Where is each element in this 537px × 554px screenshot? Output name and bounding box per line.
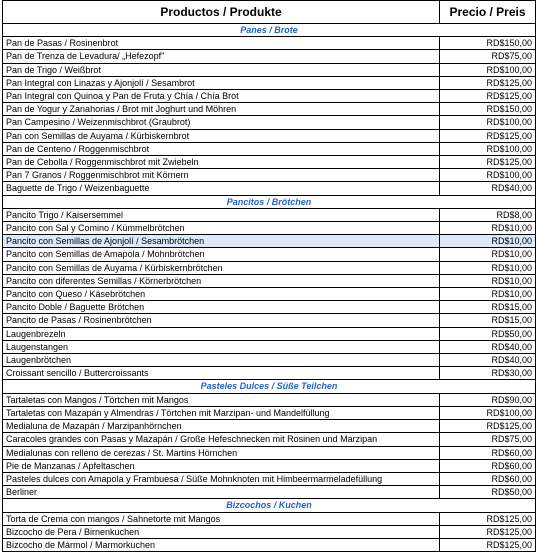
product-name: Medialuna de Mazapán / Marzipanhörnchen: [3, 420, 440, 433]
section-header: [3, 380, 536, 393]
product-price: RD$10,00: [440, 274, 536, 287]
section-header: [3, 24, 536, 37]
product-price: RD$40,00: [440, 182, 536, 195]
product-name: Pan de Yogur y Zanahorias / Brot mit Joghurt und Möhren: [3, 103, 440, 116]
product-name: Pancito Doble / Baguette Brötchen: [3, 301, 440, 314]
product-name: Pancito Trigo / Kaisersemmel: [3, 208, 440, 221]
product-price: RD$100,00: [440, 406, 536, 419]
product-name: Bizcocho de Pera / Birnenkuchen: [3, 525, 440, 538]
table-row: [3, 327, 536, 340]
product-name: Bizcocho de Mármol / Marmorkuchen: [3, 538, 440, 551]
table-row: [3, 472, 536, 485]
section-title: Pancitos / Brötchen: [3, 195, 536, 208]
table-row: [3, 90, 536, 103]
product-name: Medialunas con relleno de cerezas / St. Martins Hörnchen: [3, 446, 440, 459]
section-title: Panes / Brote: [3, 24, 536, 37]
product-price: RD$10,00: [440, 248, 536, 261]
product-name: Pasteles dulces con Amapola y Frambuesa / Süße Mohnknoten mit Himbeermarmeladefüllung: [3, 472, 440, 485]
product-price: RD$100,00: [440, 116, 536, 129]
product-name: Pan 7 Granos / Roggenmischbrot mit Körnern: [3, 169, 440, 182]
table-row: [3, 340, 536, 353]
product-name: Laugenbrezeln: [3, 327, 440, 340]
table-row: [3, 406, 536, 419]
product-name: Caracoles grandes con Pasas y Mazapán / Große Hefeschnecken mit Rosinen und Marzipan: [3, 433, 440, 446]
table-row: [3, 393, 536, 406]
table-row: [3, 208, 536, 221]
table-row: [3, 433, 536, 446]
product-name: Pan de Cebolla / Roggenmischbrot mit Zwiebeln: [3, 156, 440, 169]
product-price: RD$125,00: [440, 420, 536, 433]
table-row: [3, 486, 536, 499]
section-title: Pasteles Dulces / Süße Teilchen: [3, 380, 536, 393]
table-row: [3, 525, 536, 538]
table-row: [3, 367, 536, 380]
product-name: Laugenbrötchen: [3, 354, 440, 367]
product-name: Pan con Semillas de Auyama / Kürbiskernbrot: [3, 129, 440, 142]
product-name: Pancito con Semillas de Ajonjolí / Sesambrötchen: [3, 235, 440, 248]
product-price: RD$15,00: [440, 301, 536, 314]
product-name: Croissant sencillo / Buttercroissants: [3, 367, 440, 380]
product-price: RD$150,00: [440, 37, 536, 50]
table-row: [3, 354, 536, 367]
product-price: RD$125,00: [440, 156, 536, 169]
product-price: RD$10,00: [440, 235, 536, 248]
product-name: Pan de Pasas / Rosinenbrot: [3, 37, 440, 50]
table-row: [3, 116, 536, 129]
product-price: RD$15,00: [440, 314, 536, 327]
product-price: RD$125,00: [440, 76, 536, 89]
table-row: [3, 446, 536, 459]
product-price: RD$75,00: [440, 50, 536, 63]
product-name: Pan Integral con Quinoa y Pan de Fruta y Chía / Chía Brot: [3, 90, 440, 103]
section-header: [3, 499, 536, 512]
table-row: [3, 538, 536, 551]
table-row: [3, 301, 536, 314]
product-price: RD$90,00: [440, 393, 536, 406]
product-name: Pie de Manzanas / Apfeltaschen: [3, 459, 440, 472]
product-price: RD$100,00: [440, 142, 536, 155]
table-row: [3, 63, 536, 76]
product-price: RD$125,00: [440, 90, 536, 103]
price-list-table: [2, 0, 536, 552]
table-row: [3, 248, 536, 261]
product-name: Pan Campesino / Weizenmischbrot (Graubrot): [3, 116, 440, 129]
product-name: Berliner: [3, 486, 440, 499]
product-price: RD$40,00: [440, 340, 536, 353]
product-price: RD$100,00: [440, 63, 536, 76]
product-name: Laugenstangen: [3, 340, 440, 353]
table-row: [3, 129, 536, 142]
table-row: [3, 512, 536, 525]
header-row: [3, 1, 536, 24]
table-row: [3, 182, 536, 195]
product-name: Pan de Trenza de Levadura/ „Hefezopf": [3, 50, 440, 63]
product-name: Tartaletas con Mangos / Törtchen mit Mangos: [3, 393, 440, 406]
product-price: RD$125,00: [440, 129, 536, 142]
product-name: Pancito con diferentes Semillas / Körnerbrötchen: [3, 274, 440, 287]
header-product: Productos / Produkte: [3, 1, 440, 24]
product-price: RD$60,00: [440, 472, 536, 485]
product-price: RD$60,00: [440, 459, 536, 472]
product-name: Pancito de Pasas / Rosinenbrötchen: [3, 314, 440, 327]
table-row: [3, 37, 536, 50]
product-price: RD$125,00: [440, 538, 536, 551]
table-row: [3, 274, 536, 287]
product-name: Pan de Centeno / Roggenmischbrot: [3, 142, 440, 155]
product-price: RD$150,00: [440, 103, 536, 116]
table-row: [3, 314, 536, 327]
table-row: [3, 420, 536, 433]
table-row: [3, 156, 536, 169]
table-row: [3, 103, 536, 116]
product-price: RD$75,00: [440, 433, 536, 446]
product-name: Pancito con Semillas de Auyama / Kürbiskernbrötchen: [3, 261, 440, 274]
product-price: RD$30,00: [440, 367, 536, 380]
product-price: RD$60,00: [440, 446, 536, 459]
product-name: Pancito con Queso / Käsebrötchen: [3, 288, 440, 301]
product-price: RD$50,00: [440, 486, 536, 499]
table-row: [3, 76, 536, 89]
product-price: RD$100,00: [440, 169, 536, 182]
table-row: [3, 142, 536, 155]
table-row: [3, 459, 536, 472]
product-name: Baguette de Trigo / Weizenbaguette: [3, 182, 440, 195]
product-name: Pan de Trigo / Weißbrot: [3, 63, 440, 76]
table-row: [3, 235, 536, 248]
product-price: RD$10,00: [440, 261, 536, 274]
product-price: RD$8,00: [440, 208, 536, 221]
section-header: [3, 195, 536, 208]
product-price: RD$125,00: [440, 512, 536, 525]
product-name: Pancito con Sal y Comino / Kümmelbrötchen: [3, 222, 440, 235]
product-name: Pancito con Semillas de Amapola / Mohnbrötchen: [3, 248, 440, 261]
header-price: Precio / Preis: [440, 1, 536, 24]
table-row: [3, 169, 536, 182]
table-row: [3, 288, 536, 301]
section-title: Bizcochos / Kuchen: [3, 499, 536, 512]
product-price: RD$40,00: [440, 354, 536, 367]
product-name: Pan Integral con Linazas y Ajonjolí / Sesambrot: [3, 76, 440, 89]
table-row: [3, 261, 536, 274]
product-price: RD$10,00: [440, 222, 536, 235]
product-price: RD$50,00: [440, 327, 536, 340]
product-price: RD$125,00: [440, 525, 536, 538]
table-row: [3, 50, 536, 63]
product-name: Tartaletas con Mazapán y Almendras / Törtchen mit Marzipan- und Mandelfüllung: [3, 406, 440, 419]
product-price: RD$10,00: [440, 288, 536, 301]
product-name: Torta de Crema con mangos / Sahnetorte mit Mangos: [3, 512, 440, 525]
table-row: [3, 222, 536, 235]
